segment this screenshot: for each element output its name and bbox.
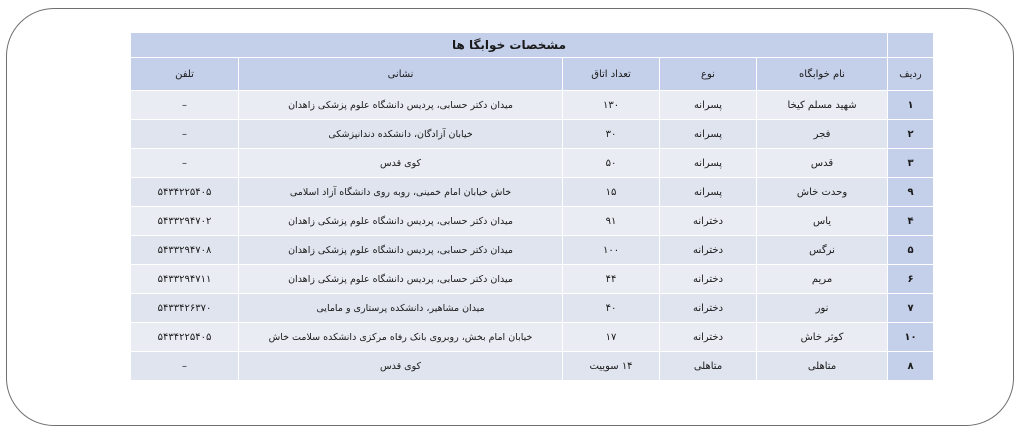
row-name: فجر: [757, 120, 888, 149]
row-rooms: ۴۴: [563, 265, 660, 294]
row-name: نور: [757, 294, 888, 323]
row-rooms: ۱۳۰: [563, 91, 660, 120]
row-type: دخترانه: [660, 323, 757, 352]
row-phone: ۵۴۳۴۲۲۵۴۰۵: [131, 323, 239, 352]
row-address: میدان مشاهیر، دانشکده پرستاری و مامایی: [239, 294, 563, 323]
table-row: [131, 236, 934, 265]
row-phone: –: [131, 149, 239, 178]
table-row: [131, 265, 934, 294]
row-index: ۴: [888, 207, 934, 236]
row-address: میدان دکتر حسابی، پردیس دانشگاه علوم پزشکی زاهدان: [239, 91, 563, 120]
row-address: میدان دکتر حسابی، پردیس دانشگاه علوم پزشکی زاهدان: [239, 207, 563, 236]
row-name: وحدت خاش: [757, 178, 888, 207]
table-row: [131, 294, 934, 323]
row-rooms: ۴۰: [563, 294, 660, 323]
row-type: پسرانه: [660, 91, 757, 120]
row-index: ۵: [888, 236, 934, 265]
row-phone: ۵۴۳۳۲۹۴۷۰۲: [131, 207, 239, 236]
row-index: ۶: [888, 265, 934, 294]
row-rooms: ۵۰: [563, 149, 660, 178]
row-rooms: ۱۰۰: [563, 236, 660, 265]
row-phone: –: [131, 352, 239, 381]
row-address: کوی قدس: [239, 149, 563, 178]
header-rooms: تعداد اتاق: [563, 58, 660, 91]
row-type: دخترانه: [660, 236, 757, 265]
table-row: [131, 178, 934, 207]
row-name: نرگس: [757, 236, 888, 265]
row-name: شهید مسلم کیخا: [757, 91, 888, 120]
row-index: ۹: [888, 178, 934, 207]
row-type: پسرانه: [660, 120, 757, 149]
row-address: خاش خیابان امام خمینی، روبه روی دانشگاه آزاد اسلامی: [239, 178, 563, 207]
table-row: [131, 323, 934, 352]
row-address: میدان دکتر حسابی، پردیس دانشگاه علوم پزشکی زاهدان: [239, 236, 563, 265]
row-name: کوثر خاش: [757, 323, 888, 352]
row-name: متاهلی: [757, 352, 888, 381]
header-index: ردیف: [888, 58, 934, 91]
row-address: میدان دکتر حسابی، پردیس دانشگاه علوم پزشکی زاهدان: [239, 265, 563, 294]
row-phone: –: [131, 91, 239, 120]
row-rooms: ۱۵: [563, 178, 660, 207]
row-name: مریم: [757, 265, 888, 294]
table-row: [131, 207, 934, 236]
row-index: ۸: [888, 352, 934, 381]
title-blank-cell: [888, 33, 934, 58]
dormitory-table: [130, 32, 934, 381]
row-type: دخترانه: [660, 294, 757, 323]
table-row: [131, 91, 934, 120]
row-index: ۱: [888, 91, 934, 120]
row-address: خیابان امام بخش، روبروی بانک رفاه مرکزی دانشکده سلامت خاش: [239, 323, 563, 352]
table-header-row: [131, 58, 934, 91]
row-type: دخترانه: [660, 265, 757, 294]
row-rooms: ۱۴ سوییت: [563, 352, 660, 381]
table-title-row: [131, 33, 934, 58]
row-index: ۷: [888, 294, 934, 323]
row-index: ۳: [888, 149, 934, 178]
row-phone: –: [131, 120, 239, 149]
header-phone: تلفن: [131, 58, 239, 91]
header-address: نشانی: [239, 58, 563, 91]
row-type: پسرانه: [660, 178, 757, 207]
row-index: ۱۰: [888, 323, 934, 352]
row-address: کوی قدس: [239, 352, 563, 381]
header-type: نوع: [660, 58, 757, 91]
row-address: خیابان آزادگان، دانشکده دندانپزشکی: [239, 120, 563, 149]
row-rooms: ۳۰: [563, 120, 660, 149]
row-index: ۲: [888, 120, 934, 149]
row-type: پسرانه: [660, 149, 757, 178]
table-title: مشخصات خوابگا ها: [131, 33, 888, 58]
table-row: [131, 352, 934, 381]
row-phone: ۵۴۳۴۲۲۵۴۰۵: [131, 178, 239, 207]
row-type: دخترانه: [660, 207, 757, 236]
table-row: [131, 149, 934, 178]
row-phone: ۵۴۳۳۲۹۴۷۱۱: [131, 265, 239, 294]
row-rooms: ۱۷: [563, 323, 660, 352]
row-phone: ۵۴۳۳۲۹۴۷۰۸: [131, 236, 239, 265]
row-phone: ۵۴۳۳۴۲۶۳۷۰: [131, 294, 239, 323]
row-name: یاس: [757, 207, 888, 236]
row-type: متاهلی: [660, 352, 757, 381]
header-name: نام خوابگاه: [757, 58, 888, 91]
row-name: قدس: [757, 149, 888, 178]
row-rooms: ۹۱: [563, 207, 660, 236]
table-row: [131, 120, 934, 149]
